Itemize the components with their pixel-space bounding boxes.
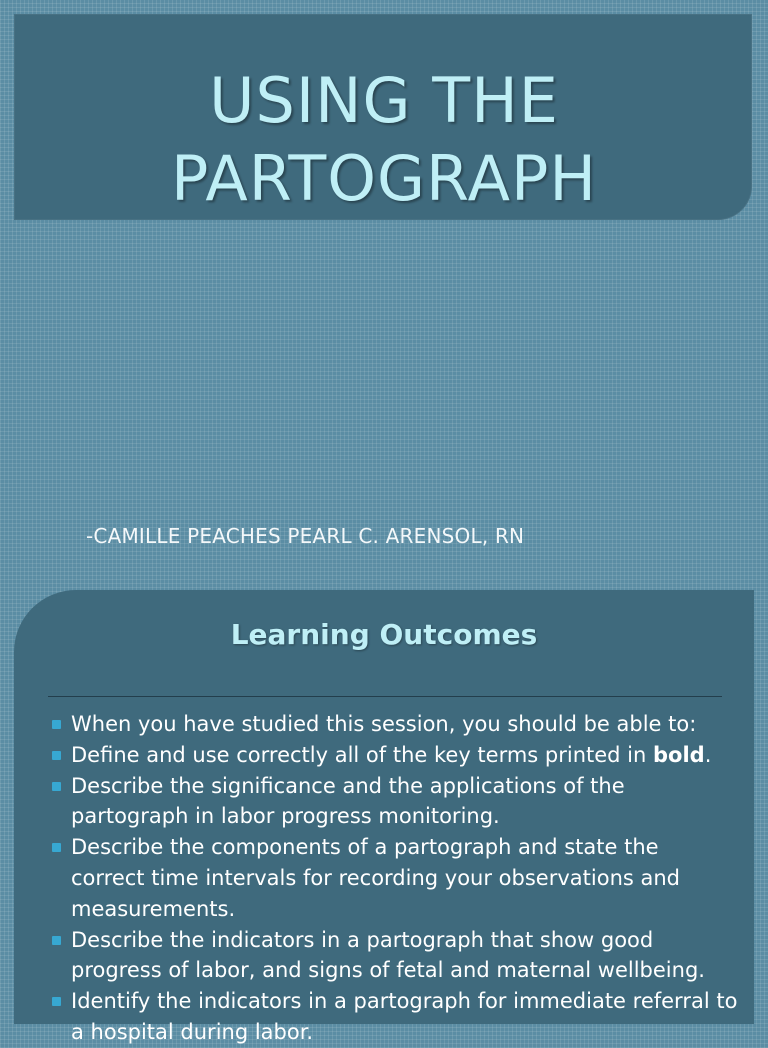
slide-heading: Learning Outcomes	[230, 618, 538, 651]
outcome-item	[48, 709, 738, 740]
outcome-item	[48, 832, 738, 924]
outcome-item	[48, 771, 738, 833]
slide-title	[0, 62, 768, 218]
outcome-item	[48, 740, 738, 771]
outcome-text: Define and use correctly all of the key terms printed in	[71, 742, 654, 767]
square-bullet-icon	[52, 997, 61, 1006]
outcome-item	[48, 925, 738, 987]
outcome-text-end: .	[704, 742, 712, 767]
outcome-bold-term: bold	[653, 742, 705, 767]
heading-divider	[48, 696, 722, 697]
square-bullet-icon	[52, 720, 61, 729]
outcomes-list	[48, 709, 738, 1048]
author-name: -CAMILLE PEACHES PEARL C. ARENSOL, RN	[86, 524, 525, 548]
outcome-text: When you have studied this session, you should be able to:	[71, 712, 697, 736]
square-bullet-icon	[52, 751, 61, 760]
outcome-text: Describe the components of a partograph and state the correct time intervals for recording your observations and measurements.	[71, 835, 680, 921]
outcome-text: Describe the indicators in a partograph that show good progress of labor, and signs of fetal and maternal wellbeing.	[71, 927, 705, 983]
outcome-item	[48, 986, 738, 1048]
square-bullet-icon	[52, 936, 61, 945]
learning-outcomes-slide	[0, 586, 768, 1044]
square-bullet-icon	[52, 782, 61, 791]
slide-title-line-2: PARTOGRAPH	[170, 142, 598, 215]
square-bullet-icon	[52, 843, 61, 852]
outcome-text: Identify the indicators in a partograph for immediate referral to a hospital during labor.	[71, 989, 738, 1044]
outcome-text: Describe the significance and the applications of the partograph in labor progress monitoring.	[71, 773, 625, 829]
slide-title-line-1: USING THE	[209, 64, 559, 137]
